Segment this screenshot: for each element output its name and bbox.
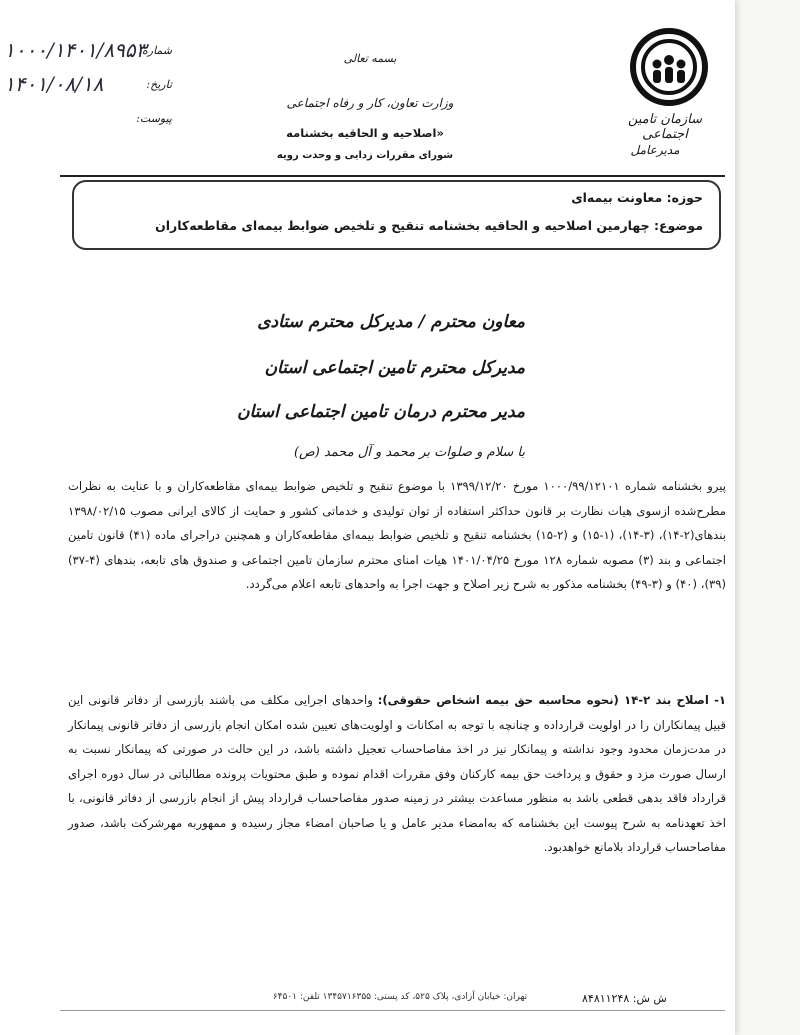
- body-paragraph-1: پیرو بخشنامه شماره ۱۰۰۰/۹۹/۱۲۱۰۱ مورخ ۱۳۹۹/۱۲/۲۰ با موضوع تنقیح و تلخیص ضوابط بیمه‌ای مقاطعه‌کاران و با عنایت به نظرات مطرح‌شده ازسوی هیات نظارت بر قانون حداکثر استفاده از توان تولیدی و خدماتی کشور و حمایت از کالای ایرانی مصوب ۱۳۹۸/۰۲/۱۵ بندهای(۲-۱۴)، (۳-۱۴)، (۱-۱۵) و (۲-۱۵) بخشنامه تنقیح و تلخیص ضوابط بیمه‌ای مقاطعه‌کاران و همچنین دراجرای ماده (۴۱) قانون تامین اجتماعی و بند (۳) مصوبه شماره ۱۲۸ مورخ ۱۴۰۱/۰۴/۲۵ هیات امنای محترم سازمان تامین اجتماعی و صندوق های تابعه، بندهای (۴-۳۷) (۳۹)، (۴۰) و (۳-۴۹) بخشنامه مذکور به شرح زیر اصلاح و جهت اجرا به واحدهای تابعه اعلام می‌گردد.: [68, 479, 727, 591]
- amendment-title: «اصلاحیه و الحاقیه بخشنامه: [286, 126, 444, 140]
- clause-heading: ۱- اصلاح بند ۲-۱۴ (نحوه محاسبه حق بیمه اشخاص حقوقی):: [377, 693, 726, 707]
- ministry-name: وزارت تعاون، کار و رفاه اجتماعی: [286, 96, 454, 110]
- subject-text: موضوع: چهارمین اصلاحیه و الحاقیه بخشنامه تنقیح و تلخیص ضوابط بیمه‌ای مقاطعه‌کاران: [155, 218, 703, 233]
- org-name: سازمان تامین اجتماعی: [627, 112, 703, 142]
- header-divider: [60, 175, 725, 177]
- number-value: ۱۰۰۰/۱۴۰۱/۸۹۵۳: [4, 38, 147, 62]
- footer-code: ش ش: ۸۴۸۱۱۲۴۸: [582, 992, 667, 1005]
- clause-text: واحدهای اجرایی مکلف می باشند بازرسی از دفاتر قانونی این قبیل پیمانکاران را در اولویت قرارداده و چنانچه با توجه به امکانات و اولویت‌های تعیین شده امکان انجام بازرسی از دفاتر قانونی پیمانکار در مدت‌زمان محدود وجود نداشته و پیمانکار نیز در اخذ مفاصاحساب تعجیل داشته باشد، در این حالت در صورتی که پیمانکار نسبت به ارسال صورت مزد و حقوق و پرداخت حق بیمه کارکنان وفق مقررات اقدام نموده و طبق محتویات پرونده مطالباتی در سال دوره اجرای قرارداد فاقد بدهی قطعی باشد به منظور مساعدت بیشتر در زمینه صدور مفاصاحساب قرارداد پیش از انجام بازرسی از دفاتر قانونی، با اخذ تعهدنامه به شرح پیوست این بخشنامه که به‌امضاء مدیر عامل و یا صاحبان امضاء مجاز رسیده و ممهوربه مهرشرکت باشد، صدور مفاصاحساب قرارداد بلامانع خواهدبود.: [68, 693, 726, 854]
- org-subtitle: مدیرعامل: [630, 143, 680, 157]
- subject-domain: حوزه: معاونت بیمه‌ای: [571, 190, 703, 205]
- body-paragraph-2: [68, 688, 726, 860]
- attachment-label: پیوست:: [136, 112, 172, 125]
- addressee-3: مدیر محترم درمان تامین اجتماعی استان: [237, 402, 525, 422]
- letter-meta: [0, 38, 180, 140]
- date-label: تاریخ:: [146, 78, 172, 91]
- addressee-1: معاون محترم / مدیرکل محترم ستادی: [257, 312, 525, 332]
- bismillah: بسمه تعالی: [343, 52, 397, 65]
- council-name: شورای مقررات زدایی و وحدت رویه: [276, 150, 454, 161]
- social-security-logo: [630, 28, 708, 106]
- date-value: ۱۴۰۱/۰۸/۱۸: [4, 72, 104, 96]
- addressee-2: مدیرکل محترم تامین اجتماعی استان: [264, 358, 525, 378]
- footer-address: تهران: خیابان آزادی، پلاک ۵۲۵، کد پستی: ۱۳۴۵۷۱۶۳۵۵ تلفن: ۶۴۵۰۱: [272, 992, 528, 1002]
- number-label: شماره:: [138, 44, 172, 57]
- footer-divider: [60, 1010, 725, 1011]
- greeting: با سلام و صلوات بر محمد و آل محمد (ص): [293, 445, 525, 460]
- subject-box: [72, 180, 721, 250]
